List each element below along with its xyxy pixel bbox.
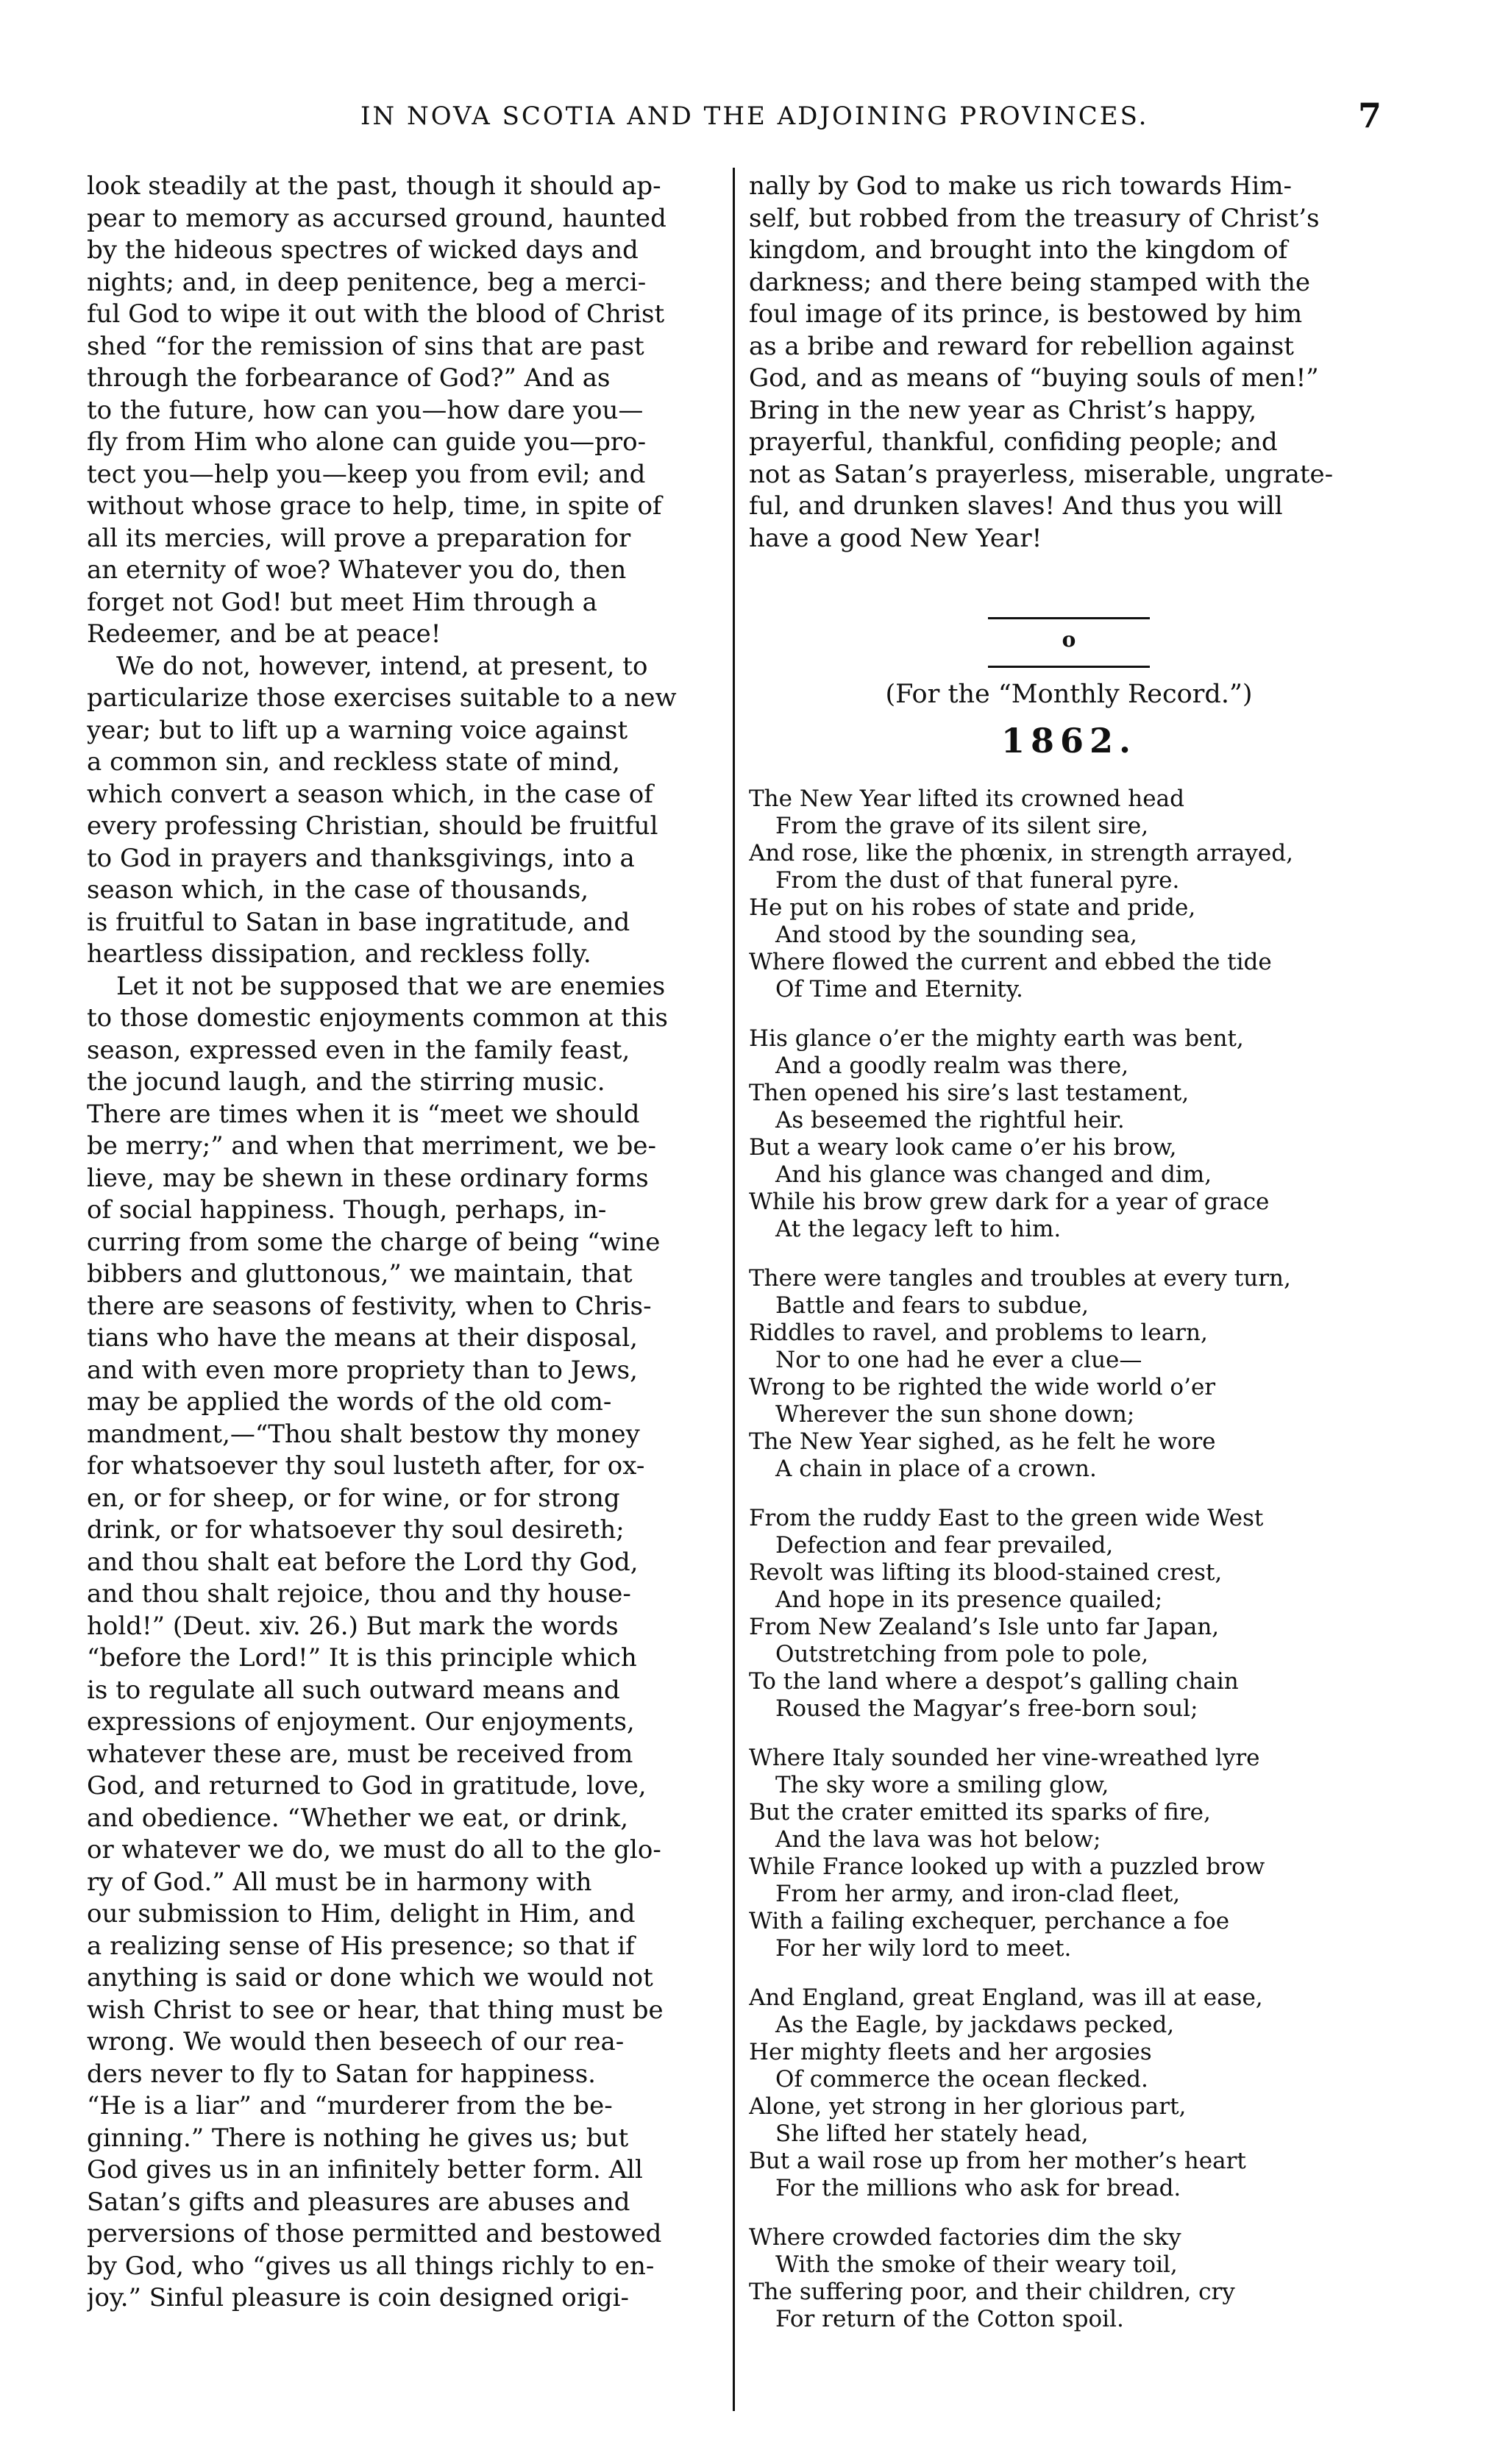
poem-line: As the Eagle, by jackdaws pecked,: [775, 2012, 1175, 2038]
text-line: heartless dissipation, and reckless folly.: [87, 939, 591, 969]
poem-line: And stood by the sounding sea,: [775, 922, 1137, 948]
text-line: particularize those exercises suitable to a new: [87, 683, 677, 713]
poem-line: And his glance was changed and dim,: [775, 1161, 1212, 1188]
text-line: year; but to lift up a warning voice against: [87, 715, 628, 745]
poem-line: But a wail rose up from her mother’s heart: [749, 2148, 1246, 2174]
right-column: [749, 171, 1389, 2355]
poem-line: Riddles to ravel, and problems to learn,: [749, 1320, 1208, 1346]
text-line: without whose grace to help, time, in spite of: [87, 491, 662, 521]
poem-line: Of commerce the ocean flecked.: [775, 2066, 1148, 2093]
poem-line: The sky wore a smiling glow,: [775, 1772, 1109, 1798]
poem-line: Roused the Magyar’s free-born soul;: [775, 1695, 1198, 1722]
text-line: prayerful, thankful, confiding people; and: [749, 427, 1278, 457]
text-line: Bring in the new year as Christ’s happy,: [749, 395, 1257, 425]
poem-line: She lifted her stately head,: [775, 2121, 1089, 2147]
column-rule: [733, 168, 735, 2411]
poem-line: And the lava was hot below;: [775, 1826, 1101, 1853]
poem-stanza: [749, 1265, 1389, 1483]
poem-line: From the ruddy East to the green wide West: [749, 1505, 1264, 1531]
poem-line: With the smoke of their weary toil,: [775, 2251, 1178, 2278]
text-line: season which, in the case of thousands,: [87, 875, 589, 905]
text-line: ry of God.” All must be in harmony with: [87, 1867, 592, 1897]
text-line: wish Christ to see or hear, that thing must be: [87, 1995, 664, 2025]
poem-line: For her wily lord to meet.: [775, 1935, 1072, 1962]
poem-line: Wrong to be righted the wide world o’er: [749, 1374, 1216, 1400]
text-line: anything is said or done which we would not: [87, 1963, 653, 1993]
text-line: whatever these are, must be received from: [87, 1739, 633, 1769]
text-line: which convert a season which, in the case of: [87, 779, 653, 809]
poem-stanza: [749, 786, 1389, 1003]
text-line: to those domestic enjoyments common at this: [87, 1003, 668, 1033]
poem-line: Wherever the sun shone down;: [775, 1401, 1135, 1428]
text-line: God, and as means of “buying souls of men!”: [749, 363, 1319, 393]
text-line: all its mercies, will prove a preparation for: [87, 523, 631, 553]
text-line: curring from some the charge of being “wine: [87, 1227, 661, 1257]
poem-line: There were tangles and troubles at every turn,: [749, 1265, 1291, 1292]
text-line: self, but robbed from the treasury of Christ’s: [749, 203, 1320, 233]
text-line: a realizing sense of His presence; so that if: [87, 1931, 635, 1961]
poem-line: And rose, like the phœnix, in strength arrayed,: [749, 840, 1293, 866]
text-line: mandment,—“Thou shalt bestow thy money: [87, 1419, 640, 1449]
text-line: tect you—help you—keep you from evil; and: [87, 459, 646, 489]
poem-line: But a weary look came o’er his brow,: [749, 1134, 1177, 1161]
text-line: “He is a liar” and “murderer from the be-: [87, 2091, 613, 2121]
poem-line: Battle and fears to subdue,: [775, 1292, 1089, 1319]
poem-line: As beseemed the rightful heir.: [775, 1107, 1125, 1133]
text-line: and thou shalt rejoice, thou and thy house-: [87, 1579, 631, 1609]
text-line: not as Satan’s prayerless, miserable, ungrate-: [749, 459, 1334, 489]
poem-line: Then opened his sire’s last testament,: [749, 1080, 1190, 1106]
poem-line: From her army, and iron-clad fleet,: [775, 1881, 1181, 1907]
poem-line: From the grave of its silent sire,: [775, 813, 1149, 839]
poem-line: While his brow grew dark for a year of grace: [749, 1189, 1270, 1215]
text-line: lieve, may be shewn in these ordinary forms: [87, 1163, 649, 1193]
text-line: kingdom, and brought into the kingdom of: [749, 235, 1288, 265]
poem-line: Alone, yet strong in her glorious part,: [749, 2093, 1187, 2120]
text-line: through the forbearance of God?” And as: [87, 363, 611, 393]
page-number: 7: [1358, 96, 1382, 135]
text-line: the jocund laugh, and the stirring music.: [87, 1067, 605, 1097]
text-line: drink, or for whatsoever thy soul desireth;: [87, 1515, 625, 1545]
text-line: by the hideous spectres of wicked days and: [87, 235, 639, 265]
text-line: to the future, how can you—how dare you—: [87, 395, 644, 425]
text-line: there are seasons of festivity, when to Chris-: [87, 1291, 652, 1321]
text-line: is to regulate all such outward means and: [87, 1675, 620, 1705]
poem-stanza: [749, 1984, 1389, 2202]
poem-stanza: [749, 1505, 1389, 1723]
text-line: have a good New Year!: [749, 523, 1042, 553]
poem-line: The suffering poor, and their children, cry: [749, 2279, 1235, 2305]
poem-line: From New Zealand’s Isle unto far Japan,: [749, 1614, 1220, 1640]
text-line: and obedience. “Whether we eat, or drink,: [87, 1803, 628, 1833]
text-line: an eternity of woe? Whatever you do, then: [87, 555, 627, 585]
text-line: our submission to Him, delight in Him, and: [87, 1899, 636, 1929]
text-line: be merry;” and when that merriment, we be-: [87, 1131, 656, 1161]
poem-line: For return of the Cotton spoil.: [775, 2306, 1124, 2332]
text-line: foul image of its prince, is bestowed by him: [749, 299, 1303, 329]
text-line: “before the Lord!” It is this principle which: [87, 1643, 637, 1673]
right-column-prose: [749, 171, 1389, 555]
poem-stanza: [749, 1745, 1389, 1962]
running-head: [0, 96, 1486, 146]
text-line: ful, and drunken slaves! And thus you will: [749, 491, 1283, 521]
text-line: or whatever we do, we must do all to the glo-: [87, 1835, 661, 1865]
text-line: God gives us in an infinitely better form. All: [87, 2155, 643, 2185]
text-line: a common sin, and reckless state of mind,: [87, 747, 620, 777]
poem-line: Where Italy sounded her vine-wreathed lyre: [749, 1745, 1260, 1771]
running-header-title: IN NOVA SCOTIA AND THE ADJOINING PROVINCES.: [360, 102, 1149, 131]
poem-line: He put on his robes of state and pride,: [749, 894, 1196, 921]
text-line: nally by God to make us rich towards Him-: [749, 171, 1292, 201]
poem-line: Outstretching from pole to pole,: [775, 1641, 1149, 1667]
poem-line: Revolt was lifting its blood-stained crest,: [749, 1559, 1223, 1586]
poem-line: Where crowded factories dim the sky: [749, 2224, 1181, 2251]
text-line: as a bribe and reward for rebellion against: [749, 331, 1294, 361]
text-line: look steadily at the past, though it should ap-: [87, 171, 661, 201]
text-line: There are times when it is “meet we should: [87, 1099, 640, 1129]
poem-line: Defection and fear prevailed,: [775, 1532, 1114, 1559]
poem-line: And England, great England, was ill at ease,: [749, 1984, 1263, 2011]
text-line: every professing Christian, should be fruitful: [87, 811, 658, 841]
text-line: God, and returned to God in gratitude, love,: [87, 1771, 647, 1801]
text-line: and with even more propriety than to Jews,: [87, 1355, 638, 1385]
poem-stanza: [749, 2224, 1389, 2333]
text-line: We do not, however, intend, at present, to: [116, 651, 648, 681]
text-line: forget not God! but meet Him through a: [87, 587, 597, 617]
poem-line: At the legacy left to him.: [775, 1216, 1062, 1242]
poem-line: For the millions who ask for bread.: [775, 2175, 1181, 2201]
poem-line: His glance o’er the mighty earth was bent,: [749, 1025, 1244, 1052]
text-line: is fruitful to Satan in base ingratitude, and: [87, 907, 630, 937]
text-line: of social happiness. Though, perhaps, in-: [87, 1195, 607, 1225]
poem-line: Nor to one had he ever a clue—: [775, 1347, 1142, 1373]
poem-line: Where flowed the current and ebbed the tide: [749, 949, 1272, 975]
poem-line: And a goodly realm was there,: [775, 1053, 1129, 1079]
text-line: hold!” (Deut. xiv. 26.) But mark the words: [87, 1611, 619, 1641]
text-line: by God, who “gives us all things richly to en-: [87, 2251, 655, 2281]
text-line: may be applied the words of the old com-: [87, 1387, 612, 1417]
text-line: to God in prayers and thanksgivings, into a: [87, 843, 635, 873]
divider-mark: o: [1062, 627, 1076, 652]
poem-line: The New Year lifted its crowned head: [749, 786, 1184, 812]
text-line: ful God to wipe it out with the blood of Christ: [87, 299, 665, 329]
text-line: Let it not be supposed that we are enemies: [116, 971, 666, 1001]
poem-line: And hope in its presence quailed;: [775, 1587, 1163, 1613]
text-line: shed “for the remission of sins that are past: [87, 331, 644, 361]
poem-line: Of Time and Eternity.: [775, 976, 1023, 1003]
text-line: season, expressed even in the family feast,: [87, 1035, 630, 1065]
text-line: pear to memory as accursed ground, haunted: [87, 203, 666, 233]
text-line: fly from Him who alone can guide you—pro-: [87, 427, 647, 457]
poem-line: A chain in place of a crown.: [775, 1456, 1097, 1482]
left-column: [87, 171, 727, 2315]
text-line: for whatsoever thy soul lusteth after, for ox-: [87, 1451, 645, 1481]
poem-title: 1862.: [1000, 721, 1137, 761]
poem: [749, 786, 1389, 2333]
text-line: bibbers and gluttonous,” we maintain, that: [87, 1259, 633, 1289]
poem-attribution: (For the “Monthly Record.”): [885, 680, 1253, 709]
text-line: darkness; and there being stamped with the: [749, 267, 1311, 297]
text-line: tians who have the means at their disposal,: [87, 1323, 638, 1353]
poem-line: The New Year sighed, as he felt he wore: [749, 1428, 1216, 1455]
text-line: perversions of those permitted and bestowed: [87, 2219, 662, 2248]
text-line: and thou shalt eat before the Lord thy God,: [87, 1547, 639, 1577]
poem-line: To the land where a despot’s galling chain: [749, 1668, 1239, 1695]
poem-line: While France looked up with a puzzled brow: [749, 1854, 1265, 1880]
text-line: wrong. We would then beseech of our rea-: [87, 2027, 625, 2057]
text-line: expressions of enjoyment. Our enjoyments,: [87, 1707, 635, 1737]
text-line: en, or for sheep, or for wine, or for strong: [87, 1483, 620, 1513]
text-line: Redeemer, and be at peace!: [87, 619, 441, 649]
poem-line: From the dust of that funeral pyre.: [775, 867, 1180, 894]
poem-line: With a failing exchequer, perchance a foe: [749, 1908, 1230, 1934]
poem-stanza: [749, 1025, 1389, 1243]
poem-line: Her mighty fleets and her argosies: [749, 2039, 1152, 2065]
text-line: joy.” Sinful pleasure is coin designed origi-: [87, 2283, 629, 2312]
text-line: ginning.” There is nothing he gives us; but: [87, 2123, 629, 2153]
text-line: nights; and, in deep penitence, beg a merci-: [87, 267, 647, 297]
section-divider: [984, 603, 1153, 652]
text-line: ders never to fly to Satan for happiness.: [87, 2059, 596, 2089]
poem-line: But the crater emitted its sparks of fire,: [749, 1799, 1211, 1826]
text-line: Satan’s gifts and pleasures are abuses and: [87, 2187, 630, 2217]
